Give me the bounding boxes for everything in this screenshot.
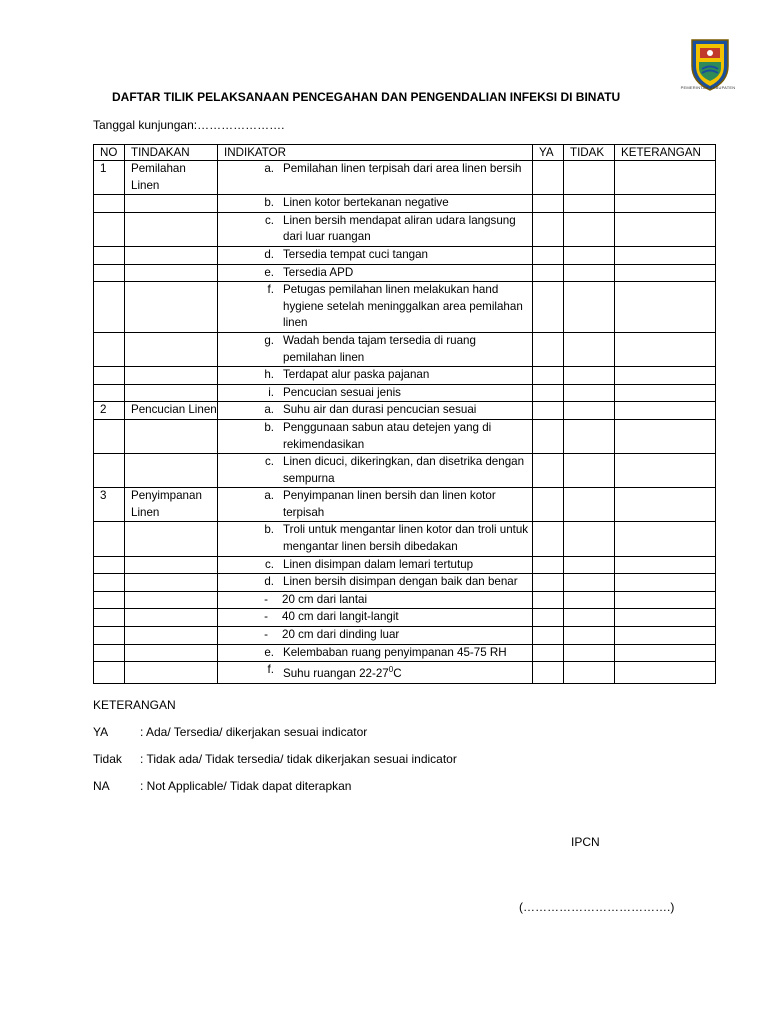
row-tindakan	[125, 644, 218, 662]
row-tindakan	[125, 609, 218, 627]
indikator-text	[276, 247, 532, 264]
table-row	[94, 419, 716, 453]
ya-cell[interactable]	[533, 662, 564, 683]
row-number	[94, 264, 125, 282]
signature-line[interactable]: (……………………………….)	[519, 900, 675, 914]
tidak-cell[interactable]	[564, 644, 615, 662]
unit-text: C	[393, 667, 402, 681]
indikator-main-text: Kelembaban ruang penyimpanan 45-75 RH	[283, 645, 507, 659]
indikator-marker: f.	[267, 283, 274, 297]
indikator-text	[276, 645, 532, 662]
table-row	[94, 246, 716, 264]
legend-code: Tidak	[93, 752, 122, 766]
indikator-marker: g.	[264, 333, 274, 347]
indikator-text	[276, 265, 532, 282]
row-number	[94, 419, 125, 453]
indikator-text	[276, 367, 532, 384]
degree-superscript: 0	[388, 665, 394, 675]
table-row	[94, 627, 716, 645]
keterangan-cell[interactable]	[615, 384, 716, 402]
tidak-cell[interactable]	[564, 591, 615, 609]
row-number	[94, 662, 125, 683]
legend-item-na	[93, 779, 351, 793]
indikator-main-text: Linen dicuci, dikeringkan, dan disetrika dengan sempurna	[283, 455, 525, 485]
indikator-marker: i.	[268, 385, 274, 399]
ya-cell[interactable]	[533, 556, 564, 574]
legend-item-tidak	[93, 752, 457, 766]
row-indikator	[218, 609, 533, 627]
row-number: 1	[94, 161, 125, 195]
row-indikator	[218, 662, 533, 683]
row-indikator	[218, 522, 533, 556]
indikator-main-text: 20 cm dari dinding luar	[282, 628, 400, 642]
row-tindakan	[125, 332, 218, 366]
row-number	[94, 627, 125, 645]
row-tindakan	[125, 212, 218, 246]
header-ya: YA	[533, 145, 564, 161]
row-tindakan	[125, 574, 218, 592]
tidak-cell[interactable]	[564, 488, 615, 522]
ya-cell[interactable]	[533, 419, 564, 453]
header-indikator: INDIKATOR	[218, 145, 533, 161]
keterangan-cell[interactable]	[615, 212, 716, 246]
row-indikator	[218, 644, 533, 662]
keterangan-cell[interactable]	[615, 488, 716, 522]
indikator-text	[276, 574, 532, 591]
row-number	[94, 212, 125, 246]
visit-date-field[interactable]: Tanggal kunjungan:………………….	[93, 118, 285, 132]
keterangan-cell[interactable]	[615, 264, 716, 282]
indikator-main-text: Wadah benda tajam tersedia di ruang pemilahan linen	[283, 333, 476, 364]
row-tindakan	[125, 367, 218, 385]
tidak-cell[interactable]	[564, 609, 615, 627]
indikator-text	[276, 557, 532, 574]
tidak-cell[interactable]	[564, 662, 615, 683]
ya-cell[interactable]	[533, 384, 564, 402]
tidak-cell[interactable]	[564, 402, 615, 420]
row-tindakan	[125, 419, 218, 453]
indikator-main-text: Troli untuk mengantar linen kotor dan troli untuk mengantar linen bersih dibedakan	[283, 523, 529, 554]
tidak-cell[interactable]	[564, 384, 615, 402]
row-number	[94, 609, 125, 627]
indikator-marker: b.	[264, 523, 274, 537]
indikator-main-text: Penggunaan sabun atau detejen yang di rekimendasikan	[283, 420, 492, 451]
tidak-cell[interactable]	[564, 332, 615, 366]
row-indikator	[218, 384, 533, 402]
row-tindakan	[125, 522, 218, 556]
table-row	[94, 212, 716, 246]
row-tindakan	[125, 264, 218, 282]
indikator-main-text: Penyimpanan linen bersih dan linen kotor terpisah	[283, 489, 496, 519]
document-title: DAFTAR TILIK PELAKSANAAN PENCEGAHAN DAN PENGENDALIAN INFEKSI DI BINATU	[112, 90, 621, 104]
row-indikator	[218, 488, 533, 522]
row-tindakan	[125, 282, 218, 333]
indikator-text	[276, 522, 532, 555]
row-indikator	[218, 591, 533, 609]
indikator-text	[276, 213, 532, 246]
table-row	[94, 282, 716, 333]
indikator-text	[282, 609, 532, 626]
tidak-cell[interactable]	[564, 556, 615, 574]
table-row	[94, 609, 716, 627]
indikator-main-text: Suhu air dan durasi pencucian sesuai	[283, 403, 477, 417]
indikator-marker: d.	[264, 575, 274, 589]
indikator-text	[276, 333, 532, 366]
indikator-main-text: Petugas pemilahan linen melakukan hand hygiene setelah meninggalkan area pemilahan linen	[283, 283, 523, 330]
ya-cell[interactable]	[533, 627, 564, 645]
indikator-main-text: 40 cm dari langit-langit	[282, 610, 399, 624]
row-indikator	[218, 402, 533, 420]
table-row	[94, 574, 716, 592]
row-tindakan	[125, 384, 218, 402]
indikator-marker: a.	[264, 489, 274, 503]
ya-cell[interactable]	[533, 195, 564, 213]
row-indikator	[218, 332, 533, 366]
keterangan-cell[interactable]	[615, 627, 716, 645]
indikator-marker: b.	[264, 196, 274, 210]
row-number	[94, 332, 125, 366]
indikator-text	[276, 454, 532, 487]
indikator-marker: c.	[264, 213, 274, 227]
table-header-row	[94, 145, 716, 161]
row-tindakan: Pencucian Linen	[125, 402, 218, 420]
checklist-table	[93, 144, 716, 684]
indikator-main-text: Linen kotor bertekanan negative	[283, 196, 449, 210]
tidak-cell[interactable]	[564, 574, 615, 592]
row-number	[94, 644, 125, 662]
row-tindakan	[125, 246, 218, 264]
header-no: NO	[94, 145, 125, 161]
row-indikator	[218, 627, 533, 645]
row-number	[94, 195, 125, 213]
tidak-cell[interactable]	[564, 522, 615, 556]
row-indikator	[218, 195, 533, 213]
indikator-text	[276, 161, 532, 178]
tidak-cell[interactable]	[564, 161, 615, 195]
ya-cell[interactable]	[533, 332, 564, 366]
table-row	[94, 264, 716, 282]
keterangan-cell[interactable]	[615, 574, 716, 592]
ya-cell[interactable]	[533, 264, 564, 282]
legend-title: KETERANGAN	[93, 698, 176, 712]
table-row	[94, 195, 716, 213]
keterangan-cell[interactable]	[615, 644, 716, 662]
tidak-cell[interactable]	[564, 282, 615, 333]
indikator-text	[276, 402, 532, 419]
table-row	[94, 384, 716, 402]
indikator-main-text: 20 cm dari lantai	[282, 592, 368, 606]
table-row	[94, 556, 716, 574]
tidak-cell[interactable]	[564, 367, 615, 385]
indikator-main-text: Tersedia APD	[283, 265, 354, 279]
indikator-text	[276, 662, 532, 682]
row-indikator	[218, 282, 533, 333]
indikator-marker: a.	[264, 403, 274, 417]
row-number	[94, 282, 125, 333]
tidak-cell[interactable]	[564, 419, 615, 453]
row-indikator	[218, 246, 533, 264]
row-indikator	[218, 161, 533, 195]
indikator-main-text: Suhu ruangan 22-27	[283, 667, 389, 681]
ya-cell[interactable]	[533, 212, 564, 246]
ya-cell[interactable]	[533, 402, 564, 420]
keterangan-cell[interactable]	[615, 195, 716, 213]
legend-desc: : Not Applicable/ Tidak dapat diterapkan	[140, 779, 352, 793]
header-tidak: TIDAK	[564, 145, 615, 161]
row-number	[94, 454, 125, 488]
row-indikator	[218, 574, 533, 592]
ya-cell[interactable]	[533, 282, 564, 333]
table-row	[94, 488, 716, 522]
table-row	[94, 402, 716, 420]
indikator-main-text: Linen bersih mendapat aliran udara langsung dari luar ruangan	[283, 213, 516, 244]
row-tindakan	[125, 556, 218, 574]
indikator-text	[276, 385, 532, 402]
indikator-marker: -	[264, 610, 268, 624]
ya-cell[interactable]	[533, 367, 564, 385]
tidak-cell[interactable]	[564, 195, 615, 213]
legend-code: NA	[93, 779, 110, 793]
tidak-cell[interactable]	[564, 264, 615, 282]
logo-caption: PEMERINTAH KABUPATEN	[680, 85, 736, 90]
indikator-main-text: Pemilahan linen terpisah dari area linen bersih	[283, 162, 522, 175]
row-tindakan	[125, 195, 218, 213]
keterangan-cell[interactable]	[615, 662, 716, 683]
row-number	[94, 591, 125, 609]
keterangan-cell[interactable]	[615, 522, 716, 556]
row-indikator	[218, 264, 533, 282]
indikator-text	[282, 592, 532, 609]
keterangan-cell[interactable]	[615, 246, 716, 264]
table-row	[94, 332, 716, 366]
tidak-cell[interactable]	[564, 246, 615, 264]
legend-item-ya	[93, 725, 367, 739]
ya-cell[interactable]	[533, 246, 564, 264]
keterangan-cell[interactable]	[615, 556, 716, 574]
indikator-text	[276, 282, 532, 332]
indikator-text	[282, 627, 532, 644]
indikator-text	[276, 195, 532, 212]
indikator-marker: h.	[264, 368, 274, 382]
table-row	[94, 591, 716, 609]
row-number	[94, 367, 125, 385]
indikator-marker: b.	[264, 420, 274, 434]
row-number	[94, 522, 125, 556]
ya-cell[interactable]	[533, 644, 564, 662]
ya-cell[interactable]	[533, 609, 564, 627]
keterangan-cell[interactable]	[615, 282, 716, 333]
table-row	[94, 662, 716, 683]
keterangan-cell[interactable]	[615, 591, 716, 609]
indikator-main-text: Tersedia tempat cuci tangan	[283, 247, 429, 261]
legend-desc: : Tidak ada/ Tidak tersedia/ tidak dikerjakan sesuai indicator	[140, 752, 457, 766]
indikator-main-text: Terdapat alur paska pajanan	[283, 368, 430, 382]
keterangan-cell[interactable]	[615, 161, 716, 195]
row-number	[94, 574, 125, 592]
header-keterangan: KETERANGAN	[615, 145, 716, 161]
legend-desc: : Ada/ Tersedia/ dikerjakan sesuai indicator	[140, 725, 368, 739]
ya-cell[interactable]	[533, 574, 564, 592]
table-row	[94, 161, 716, 195]
indikator-main-text: Linen disimpan dalam lemari tertutup	[283, 557, 474, 571]
indikator-marker: -	[264, 592, 268, 606]
row-number	[94, 556, 125, 574]
indikator-marker: c.	[264, 455, 274, 469]
keterangan-cell[interactable]	[615, 402, 716, 420]
table-row	[94, 644, 716, 662]
row-tindakan: Penyimpanan Linen	[125, 488, 218, 522]
row-indikator	[218, 454, 533, 488]
ya-cell[interactable]	[533, 488, 564, 522]
kabupaten-shield-emblem-icon	[682, 36, 738, 92]
row-tindakan	[125, 454, 218, 488]
indikator-marker: -	[264, 628, 268, 642]
keterangan-cell[interactable]	[615, 367, 716, 385]
ya-cell[interactable]	[533, 522, 564, 556]
keterangan-cell[interactable]	[615, 609, 716, 627]
ya-cell[interactable]	[533, 161, 564, 195]
indikator-marker: e.	[264, 265, 274, 279]
row-number: 3	[94, 488, 125, 522]
row-number	[94, 246, 125, 264]
keterangan-cell[interactable]	[615, 454, 716, 488]
indikator-marker: d.	[264, 247, 274, 261]
keterangan-cell[interactable]	[615, 419, 716, 453]
row-indikator	[218, 419, 533, 453]
row-number: 2	[94, 402, 125, 420]
indikator-main-text: Pencucian sesuai jenis	[283, 385, 401, 399]
row-indikator	[218, 367, 533, 385]
indikator-marker: a.	[264, 162, 274, 175]
row-tindakan	[125, 662, 218, 683]
header-tindakan: TINDAKAN	[125, 145, 218, 161]
indikator-marker: f.	[267, 663, 274, 677]
indikator-marker: c.	[264, 557, 274, 571]
ya-cell[interactable]	[533, 454, 564, 488]
table-row	[94, 522, 716, 556]
table-row	[94, 454, 716, 488]
tidak-cell[interactable]	[564, 454, 615, 488]
indikator-text	[276, 488, 532, 521]
row-tindakan	[125, 591, 218, 609]
row-number	[94, 384, 125, 402]
indikator-main-text: Linen bersih disimpan dengan baik dan benar	[283, 575, 518, 589]
keterangan-cell[interactable]	[615, 332, 716, 366]
row-indikator	[218, 556, 533, 574]
legend-code: YA	[93, 725, 109, 739]
ya-cell[interactable]	[533, 591, 564, 609]
tidak-cell[interactable]	[564, 627, 615, 645]
row-indikator	[218, 212, 533, 246]
indikator-marker: e.	[264, 645, 274, 659]
tidak-cell[interactable]	[564, 212, 615, 246]
row-tindakan	[125, 627, 218, 645]
indikator-text	[276, 420, 532, 453]
row-tindakan: Pemilahan Linen	[125, 161, 218, 195]
table-row	[94, 367, 716, 385]
signature-role: IPCN	[571, 835, 600, 849]
